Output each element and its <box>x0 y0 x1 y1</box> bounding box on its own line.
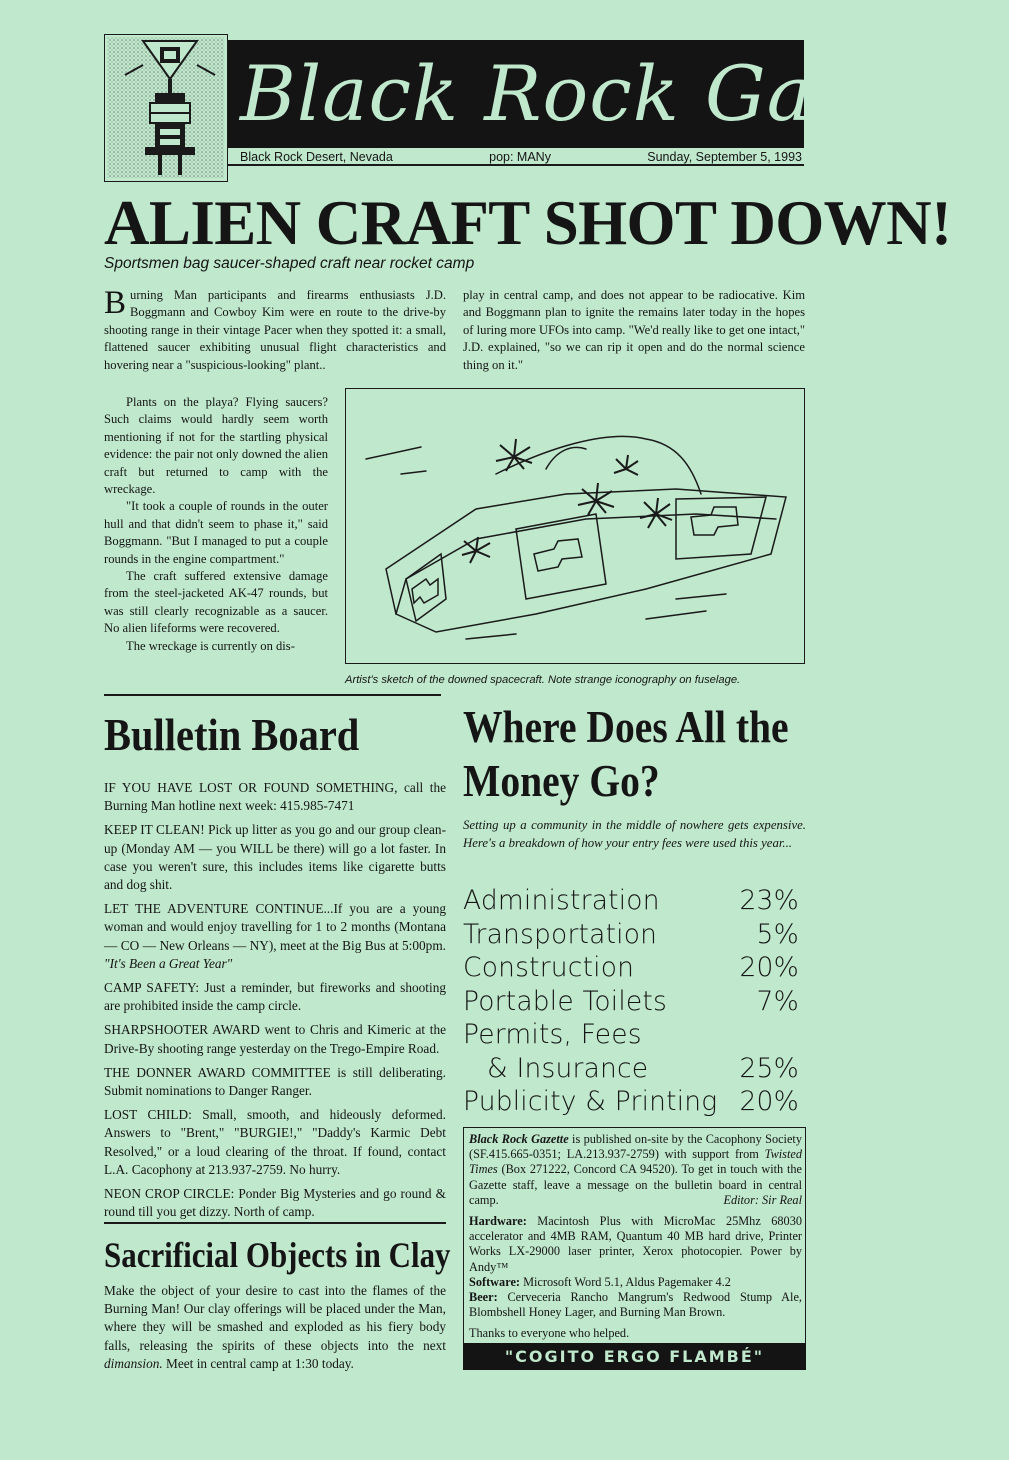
sacrificial-paragraph: Make the object of your desire to cast into the flames of the Burning Man! Our clay offerings will be placed under the Man, where they will be smashed and exploded as his fiery body falls, releasing the spirits of these objects into the next dimansion. Meet in central camp at 1:30 today. <box>104 1283 446 1371</box>
story-paragraph: The craft suffered extensive damage from the steel-jacketed AK-47 rounds, but was still clearly recognizable as a saucer. No alien lifeforms were recovered. <box>104 569 328 636</box>
editor-credit: Editor: Sir Real <box>723 1192 802 1207</box>
budget-percent: 25% <box>739 1052 799 1084</box>
drop-cap: B <box>104 285 127 321</box>
money-intro: Setting up a community in the middle of nowhere gets expensive. Here's a breakdown of how your entry fees were used this year... <box>463 818 806 850</box>
money-heading-line: Money Go? <box>463 755 660 806</box>
masthead-title: Black Rock Gazette <box>240 49 1009 138</box>
headline: ALIEN CRAFT SHOT DOWN! <box>104 188 952 258</box>
colophon-thanks: Thanks to everyone who helped. <box>469 1326 630 1341</box>
bulletin-item: IF YOU HAVE LOST OR FOUND SOMETHING, call the Burning Man hotline next week: 415.985-7471 <box>104 780 446 814</box>
spacecraft-sketch <box>345 388 805 664</box>
budget-label: Administration <box>463 885 660 916</box>
sacrificial-heading: Sacrificial Objects in Clay <box>104 1235 451 1275</box>
budget-row <box>463 951 799 985</box>
story-paragraph: Burning Man participants and firearms enthusiasts J.D. Boggmann and Cowboy Kim were en route to the drive-by shooting range in their vintage Pacer when they spotted it: a small, flattened saucer exhibiting unusual flight characteristics and hovering near a "suspicious-looking" plant.. <box>104 285 446 372</box>
colophon-hardware: Hardware: Macintosh Plus with MicroMac 25Mhz 68030 accelerator and 4MB RAM, Quantum 40 MB hard drive, Printer Works LX-29000 laser printer, Xerox photocopier. Power by Andy™ <box>469 1214 802 1274</box>
motto-banner: "COGITO ERGO FLAMBÉ" <box>463 1343 806 1370</box>
money-heading-line: Where Does All the <box>463 701 789 752</box>
budget-label: Publicity & Printing <box>463 1086 718 1117</box>
budget-label: Transportation <box>463 918 658 950</box>
budget-row <box>463 918 799 952</box>
budget-label: Portable Toilets <box>463 985 668 1017</box>
budget-label: Construction <box>463 952 635 983</box>
story-column-narrow <box>104 394 328 655</box>
colophon-box <box>463 1127 806 1370</box>
bulletin-item: CAMP SAFETY: Just a reminder, but fireworks and shooting are prohibited inside the camp circle. <box>104 980 446 1014</box>
bulletin-item: LET THE ADVENTURE CONTINUE...If you are a young woman and would enjoy travelling for 1 to 2 months (Montana — CO — New Orleans — NY), meet at the Big Bus at 5:00pm. "It's Been a Great Year" <box>104 901 446 971</box>
bulletin-item: NEON CROP CIRCLE: Ponder Big Mysteries and go round & round till you get dizzy. North of camp. <box>104 1186 446 1220</box>
bulletin-item: THE DONNER AWARD COMMITTEE is still deliberating. Submit nominations to Danger Ranger. <box>104 1064 446 1099</box>
colophon-beer: Beer: Cerveceria Rancho Mangrum's Redwood Stump Ale, Blombshell Honey Lager, and Burning Man Brown. <box>469 1290 802 1320</box>
bulletin-item: SHARPSHOOTER AWARD went to Chris and Kimeric at the Drive-By shooting range yesterday on the Trego-Empire Road. <box>104 1022 446 1056</box>
budget-percent: 5% <box>756 918 799 950</box>
story-column-right <box>463 287 805 374</box>
sacrificial-body <box>104 1282 446 1373</box>
masthead-date: Sunday, September 5, 1993 <box>647 150 802 164</box>
budget-percent: 7% <box>756 985 799 1017</box>
budget-row <box>463 1018 799 1052</box>
colophon-publisher: Black Rock Gazette is published on-site by the Cacophony Society (SF.415.665-0351; LA.213.937-2759) with support from Twisted Times (Box 271222, Concord CA 94520). To get in touch with the Gazette staff, leave a message on the bulletin board in central camp. Editor: Sir Real <box>469 1132 802 1207</box>
bulletin-item-tagline: "It's Been a Great Year" <box>104 955 233 971</box>
money-heading <box>463 700 789 808</box>
budget-label: Permits, Fees <box>463 1019 642 1050</box>
budget-percent: 23% <box>739 885 799 916</box>
story-paragraph: play in central camp, and does not appear to be radiocative. Kim and Boggmann plan to ignite the remains later today in the hopes of luring more UFOs into camp. "We'd really like to get one intact," J.D. explained, "so we can rip it open and do the normal science thing on it." <box>463 288 805 372</box>
story-paragraph: Plants on the playa? Flying saucers? Such claims would hardly seem worth mentioning if not for the startling physical evidence: the pair not only downed the alien craft but returned to camp with the wreckage. <box>104 395 328 497</box>
budget-label: & Insurance <box>487 1052 649 1084</box>
budget-row <box>463 985 799 1019</box>
bulletin-list <box>104 779 446 1227</box>
story-divider <box>104 694 441 696</box>
masthead-population: pop: MANy <box>489 150 551 164</box>
bulletin-divider <box>104 1222 446 1224</box>
masthead-logo-frame <box>104 34 228 182</box>
dateline-rule <box>228 164 804 166</box>
budget-percent: 20% <box>739 1086 799 1117</box>
story-paragraph: "It took a couple of rounds in the outer hull and that didn't seem to phase it," said Boggmann. "But I managed to put a couple rounds in the engine compartment." <box>104 499 328 566</box>
budget-row <box>463 884 799 918</box>
story-column-left <box>104 287 446 374</box>
budget-percent: 20% <box>739 952 799 983</box>
subheadline: Sportsmen bag saucer-shaped craft near rocket camp <box>104 255 475 272</box>
budget-row <box>463 1052 799 1086</box>
bulletin-item: KEEP IT CLEAN! Pick up litter as you go and our group clean-up (Monday AM — you WILL be there) will go a lot faster. In case you weren't sure, this includes items like cigarette butts and dog shit. <box>104 822 446 893</box>
saucer-drawing-icon <box>346 389 803 662</box>
budget-row <box>463 1085 799 1119</box>
burning-man-logo <box>105 35 226 180</box>
budget-table <box>463 884 799 1119</box>
sketch-caption: Artist's sketch of the downed spacecraft. Note strange iconography on fuselage. <box>345 674 741 686</box>
bulletin-heading: Bulletin Board <box>104 709 360 760</box>
masthead-location: Black Rock Desert, Nevada <box>240 150 393 164</box>
publication-name: Black Rock Gazette <box>469 1132 569 1146</box>
colophon-software: Software: Microsoft Word 5.1, Aldus Pagemaker 4.2 <box>469 1274 731 1289</box>
bulletin-item: LOST CHILD: Small, smooth, and hideously deformed. Answers to "Brent," "BURGIE!," "Daddy's Karmic Debt Resolved," or a loud clearing of the throat. If found, contact L.A. Cacophony at 213.937-2759. No hurry. <box>104 1107 446 1177</box>
story-paragraph: The wreckage is currently on dis- <box>126 638 295 653</box>
